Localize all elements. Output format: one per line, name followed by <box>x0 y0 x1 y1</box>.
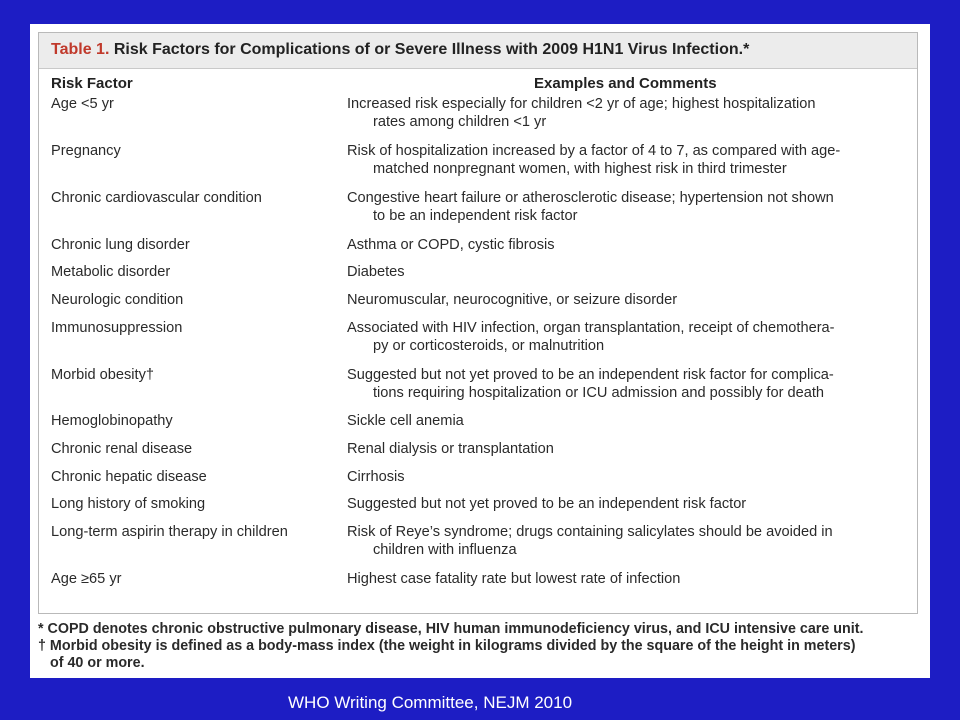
examples-cell <box>347 570 907 588</box>
examples-line: Renal dialysis or transplantation <box>347 441 554 457</box>
examples-line: Suggested but not yet proved to be an independent risk factor <box>347 496 747 512</box>
risk-factor-cell: Chronic hepatic disease <box>51 469 207 485</box>
citation: WHO Writing Committee, NEJM 2010 <box>288 693 573 712</box>
examples-line: Diabetes <box>347 264 405 280</box>
column-header-risk-factor: Risk Factor <box>51 75 133 92</box>
examples-line: Cirrhosis <box>347 469 405 485</box>
examples-cell <box>347 263 907 281</box>
examples-line: Sickle cell anemia <box>347 413 464 429</box>
examples-line: Increased risk especially for children <2 yr of age; highest hospitalization <box>347 96 816 112</box>
examples-cell <box>347 291 907 309</box>
slide-content <box>30 24 930 678</box>
examples-cell <box>347 523 907 559</box>
examples-cell <box>347 495 907 513</box>
examples-cell <box>347 440 907 458</box>
examples-cell <box>347 319 907 355</box>
risk-factor-cell: Hemoglobinopathy <box>51 413 173 429</box>
risk-factor-cell: Long history of smoking <box>51 496 206 512</box>
examples-line: children with influenza <box>373 542 517 558</box>
examples-line: tions requiring hospitalization or ICU admission and possibly for death <box>373 385 825 401</box>
footnotes <box>38 621 922 672</box>
footnote-line: † Morbid obesity is defined as a body-mass index (the weight in kilograms divided by the square of the height in meters) <box>38 638 856 654</box>
examples-line: Congestive heart failure or atherosclerotic disease; hypertension not shown <box>347 190 834 206</box>
table-header <box>39 69 917 95</box>
footnote <box>38 638 922 672</box>
footnote-line: * COPD denotes chronic obstructive pulmonary disease, HIV human immunodeficiency virus, and ICU intensive care unit. <box>38 621 864 637</box>
examples-cell <box>347 366 907 402</box>
table-number: Table 1. <box>51 41 110 58</box>
risk-factor-cell: Age <5 yr <box>51 96 114 112</box>
table-title-text: Risk Factors for Complications of or Severe Illness with 2009 H1N1 Virus Infection.* <box>113 41 750 58</box>
examples-cell <box>347 189 907 225</box>
column-header-examples: Examples and Comments <box>534 75 717 92</box>
examples-line: Risk of Reye’s syndrome; drugs containing salicylates should be avoided in <box>347 524 833 540</box>
examples-line: to be an independent risk factor <box>373 208 578 224</box>
examples-line: Highest case fatality rate but lowest rate of infection <box>347 571 681 587</box>
examples-cell <box>347 95 907 131</box>
examples-cell <box>347 412 907 430</box>
risk-factor-cell: Neurologic condition <box>51 292 184 308</box>
risk-factor-cell: Morbid obesity† <box>51 367 155 383</box>
examples-line: Suggested but not yet proved to be an independent risk factor for complica- <box>347 367 834 383</box>
examples-line: Asthma or COPD, cystic fibrosis <box>347 237 555 253</box>
examples-line: Risk of hospitalization increased by a factor of 4 to 7, as compared with age- <box>347 143 841 159</box>
examples-cell <box>347 142 907 178</box>
risk-factor-cell: Metabolic disorder <box>51 264 171 280</box>
examples-cell <box>347 236 907 254</box>
examples-line: Associated with HIV infection, organ transplantation, receipt of chemothera- <box>347 320 835 336</box>
risk-factor-table <box>38 32 918 614</box>
examples-line: rates among children <1 yr <box>373 114 547 130</box>
examples-line: Neuromuscular, neurocognitive, or seizure disorder <box>347 292 678 308</box>
risk-factor-cell: Age ≥65 yr <box>51 571 122 587</box>
table-title <box>39 33 917 69</box>
risk-factor-cell: Chronic renal disease <box>51 441 193 457</box>
risk-factor-cell: Long-term aspirin therapy in children <box>51 524 288 540</box>
risk-factor-cell: Chronic lung disorder <box>51 237 190 253</box>
examples-line: py or corticosteroids, or malnutrition <box>373 338 605 354</box>
examples-line: matched nonpregnant women, with highest risk in third trimester <box>373 161 787 177</box>
examples-cell <box>347 468 907 486</box>
footnote <box>38 621 922 638</box>
risk-factor-cell: Pregnancy <box>51 143 121 159</box>
risk-factor-cell: Chronic cardiovascular condition <box>51 190 262 206</box>
risk-factor-cell: Immunosuppression <box>51 320 183 336</box>
footnote-line: of 40 or more. <box>50 655 145 671</box>
